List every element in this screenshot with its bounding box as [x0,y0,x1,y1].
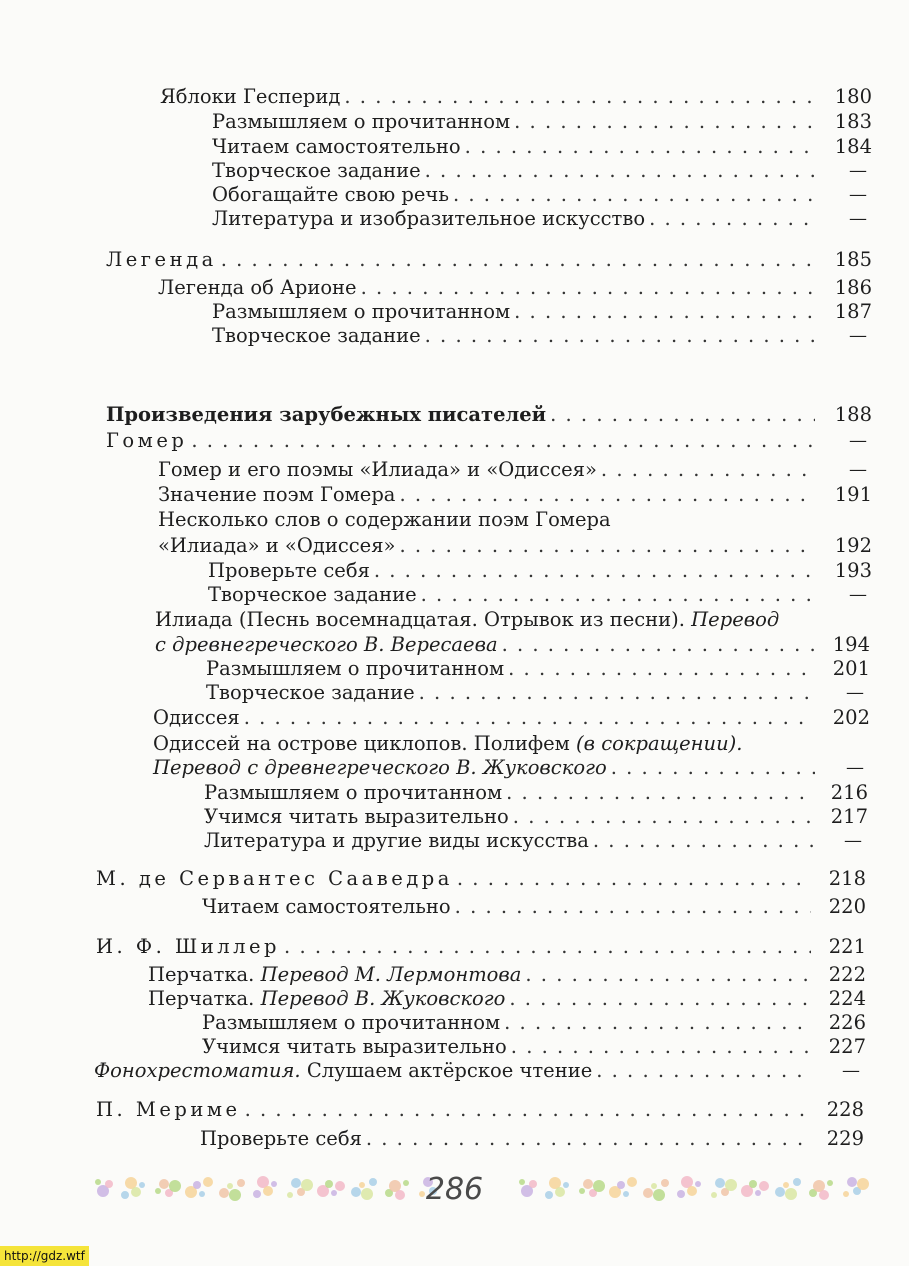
leader-dots [399,533,815,559]
toc-row [0,1010,909,1036]
toc-row [0,1097,909,1123]
toc-entry-title: Читаем самостоятельно [212,135,461,158]
watermark-label: http://gdz.wtf [0,1246,89,1266]
toc-row [0,533,909,559]
toc-page-number: 180 [834,85,872,108]
leader-dots [550,402,815,428]
toc-row [0,134,909,160]
toc-entry-title: Проверьте себя [200,1127,362,1150]
toc-row [0,109,909,135]
leader-dots [419,680,815,706]
toc-page-number: 183 [834,110,872,133]
toc-entry-title: Читаем самостоятельно [202,895,451,918]
toc-page-number: 228 [826,1098,864,1121]
leader-dots [502,632,815,658]
toc-row [0,158,909,184]
toc-entry-title: Слушаем актёрское чтение [306,1059,593,1082]
toc-page-number: 227 [828,1035,866,1058]
toc-entry-title: Размышляем о прочитанном [212,110,511,133]
toc-row [0,84,909,110]
leader-dots [425,158,815,184]
toc-entry-title: Значение поэм Гомера [158,483,396,506]
toc-row [0,828,909,854]
toc-entry-translation: с древнегреческого В. Вересаева [155,633,498,656]
toc-entry-title: Легенда об Арионе [158,276,357,299]
toc-entry-note: (в сокращении). [576,732,743,755]
toc-page-number: 192 [834,534,872,557]
toc-section-title: Гомер [106,429,188,452]
toc-entry-title: Одиссей на острове циклопов. Полифем [153,732,570,755]
toc-entry-title: Размышляем о прочитанном [204,781,503,804]
toc-page-number: — [849,184,867,205]
leader-dots [455,894,811,920]
leader-dots [511,1034,811,1060]
leader-dots [593,828,815,854]
toc-page-number: 220 [828,895,866,918]
toc-entry-title: Творческое задание [206,681,415,704]
toc-row [0,323,909,349]
leader-dots [453,182,815,208]
toc-section-title: П. Мериме [96,1098,241,1121]
toc-page-number: 191 [834,483,872,506]
toc-row [0,428,909,454]
toc-entry-title: Проверьте себя [208,559,370,582]
toc-row [0,632,909,658]
leader-dots [465,134,815,160]
leader-dots [509,986,811,1012]
toc-page-number: 188 [834,403,872,426]
toc-page-number: 226 [828,1011,866,1034]
toc-row [0,558,909,584]
leader-dots [504,1010,811,1036]
toc-row [0,934,909,960]
toc-entry-title: Яблоки Гесперид [160,85,341,108]
toc-page-number: 217 [830,805,868,828]
leader-dots [457,866,811,892]
leader-dots [221,247,815,273]
toc-row [0,402,909,428]
toc-entry-title: Одиссея [153,706,240,729]
toc-page-number: 218 [828,867,866,890]
toc-page-number: 224 [828,987,866,1010]
leader-dots [513,804,815,830]
toc-entry-title: Литература и изобразительное искусство [212,207,646,230]
toc-entry-title: Несколько слов о содержании поэм Гомера [158,508,611,531]
toc-row [0,182,909,208]
leader-dots [649,206,815,232]
toc-entry-title: Размышляем о прочитанном [206,657,505,680]
leader-dots [508,656,815,682]
leader-dots [596,1058,811,1084]
toc-row [0,247,909,273]
leader-dots [421,582,815,608]
toc-row [0,1126,909,1152]
leader-dots [611,755,815,781]
toc-page-number: — [849,459,867,480]
toc-section-title: М. де Сервантес Сааведра [96,867,453,890]
toc-row [0,582,909,608]
leader-dots [191,428,815,454]
toc-entry-title: Перчатка. [148,963,255,986]
toc-row [0,482,909,508]
leader-dots [361,275,815,301]
toc-page-number: 185 [834,248,872,271]
toc-page-number: 221 [828,935,866,958]
toc-page-number: 194 [832,633,870,656]
toc-entry-title: Гомер и его поэмы «Илиада» и «Одиссея» [158,458,597,481]
toc-entry-translation: Перевод М. Лермонтова [260,963,522,986]
toc-page-number: 186 [834,276,872,299]
leader-dots [399,482,815,508]
toc-entry-title: Творческое задание [212,159,421,182]
toc-row [0,894,909,920]
toc-entry-title: Учимся читать выразительно [202,1035,507,1058]
toc-row [0,507,909,533]
toc-entry-title: Обогащайте свою речь [212,183,449,206]
toc-row [0,866,909,892]
toc-row [0,656,909,682]
toc-entry-title: Перчатка. [148,987,255,1010]
toc-row [0,755,909,781]
toc-row [0,780,909,806]
toc-entry-title: Илиада (Песнь восемнадцатая. Отрывок из песни). [155,608,685,631]
toc-row [0,804,909,830]
toc-page-number: — [844,830,862,851]
leader-dots [374,558,815,584]
toc-row [0,962,909,988]
toc-row [0,986,909,1012]
toc-section-title: И. Ф. Шиллер [96,935,281,958]
leader-dots [366,1126,809,1152]
toc-entry-translation: Перевод [691,608,780,631]
toc-row [0,1058,909,1084]
leader-dots [244,705,815,731]
toc-entry-translation: Перевод В. Жуковского [260,987,506,1010]
toc-entry-audio-label: Фонохрестоматия. [94,1059,301,1082]
leader-dots [245,1097,809,1123]
leader-dots [344,84,815,110]
toc-entry-translation: Перевод с древнегреческого В. Жуковского [153,756,607,779]
toc-row [0,705,909,731]
toc-entry-title: Размышляем о прочитанном [202,1011,501,1034]
toc-page-number: 202 [832,706,870,729]
toc-entry-title: Учимся читать выразительно [204,805,509,828]
toc-entry-title: Творческое задание [212,324,421,347]
leader-dots [425,323,815,349]
toc-page-number: 222 [828,963,866,986]
toc-entry-title: Литература и другие виды искусства [204,829,589,852]
toc-entry-title: Размышляем о прочитанном [212,300,511,323]
leader-dots [514,109,815,135]
toc-page-number: 229 [826,1127,864,1150]
toc-page-number: 184 [834,135,872,158]
toc-page-number: 201 [832,657,870,680]
page-number: 286 [425,1172,484,1207]
toc-page-number: 187 [834,300,872,323]
toc-row [0,731,909,757]
toc-page-number: — [849,584,867,605]
toc-section-title: Легенда [106,248,217,271]
toc-row [0,275,909,301]
leader-dots [506,780,815,806]
toc-page-number: 216 [830,781,868,804]
toc-part-title: Произведения зарубежных писателей [106,403,547,426]
toc-row [0,457,909,483]
toc-page-number: — [846,682,864,703]
toc-row [0,607,909,633]
toc-row [0,1034,909,1060]
toc-row [0,206,909,232]
toc-page-number: — [849,208,867,229]
toc-page-number: — [849,325,867,346]
leader-dots [514,299,815,325]
toc-page-number: — [842,1060,860,1081]
toc-page-number: — [849,160,867,181]
toc-entry-title: Творческое задание [208,583,417,606]
leader-dots [601,457,815,483]
leader-dots [525,962,811,988]
toc-row [0,299,909,325]
toc-page-number: 193 [834,559,872,582]
toc-page-number: — [849,430,867,451]
toc-row [0,680,909,706]
toc-entry-title: «Илиада» и «Одиссея» [158,534,396,557]
toc-page-number: — [846,757,864,778]
leader-dots [284,934,811,960]
